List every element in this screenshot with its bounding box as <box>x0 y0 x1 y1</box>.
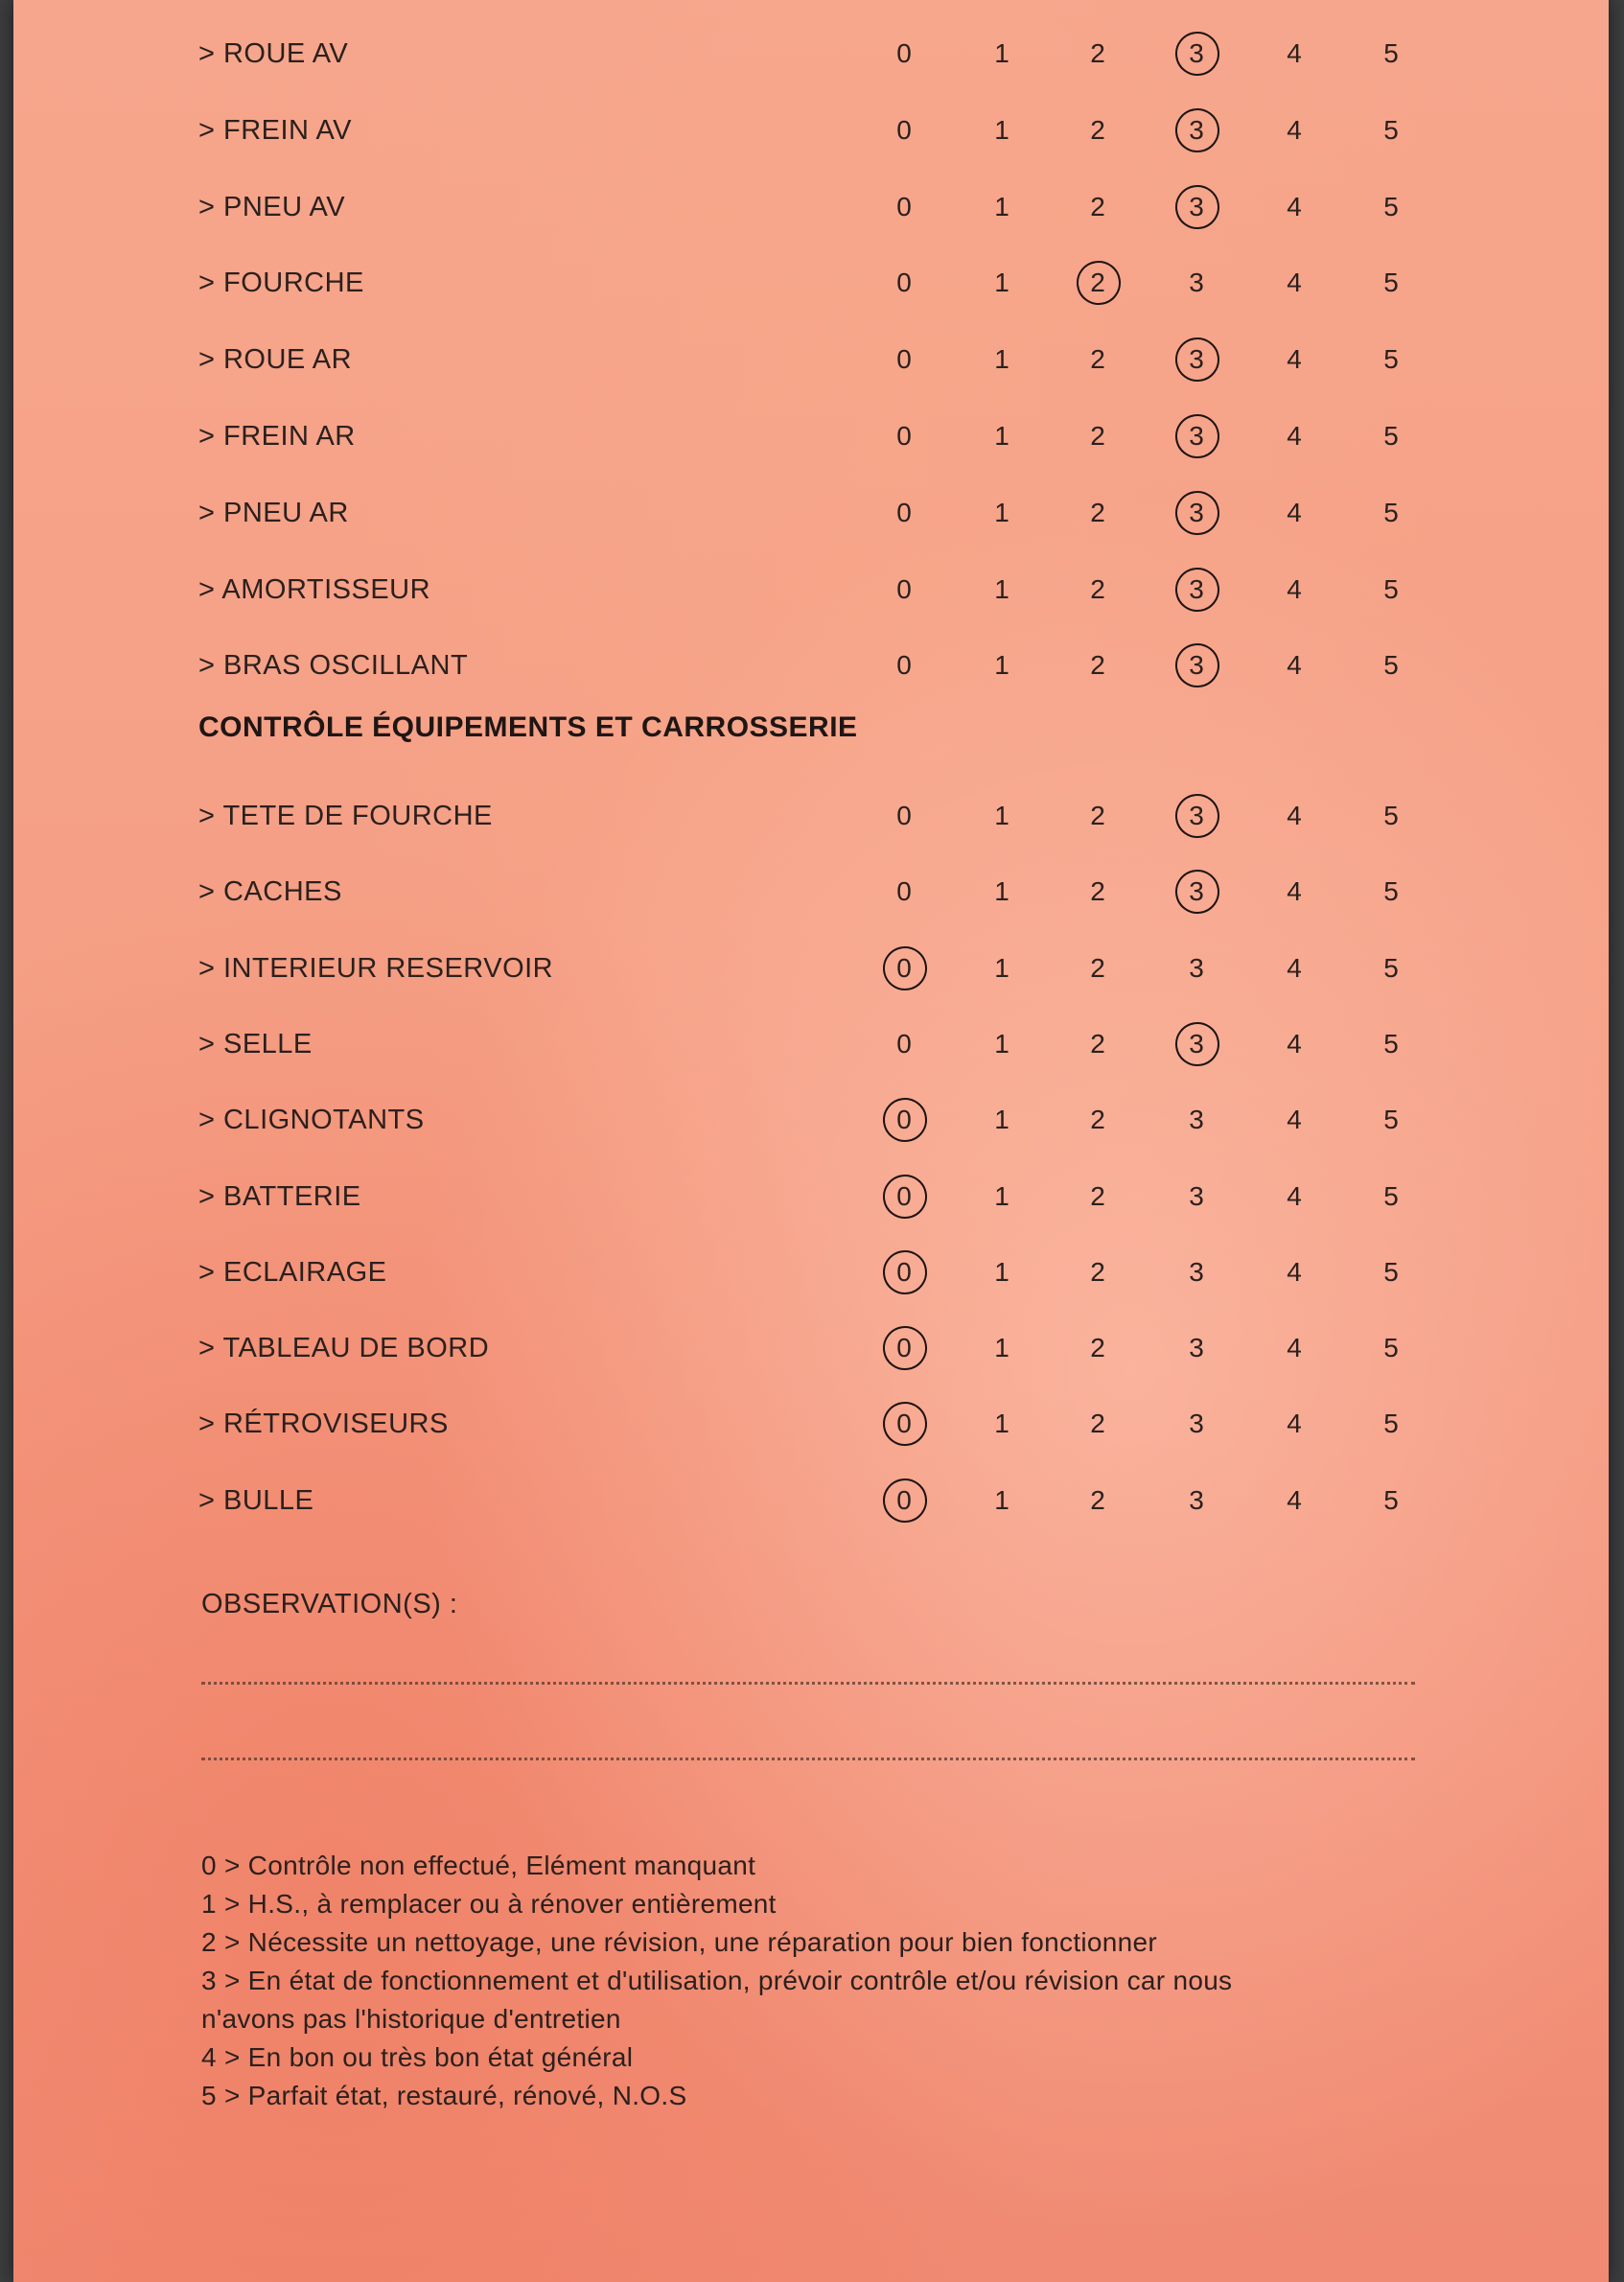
score-option[interactable]: 1 <box>994 344 1009 375</box>
score-option-circled[interactable]: 3 <box>1177 421 1216 452</box>
score-option[interactable]: 5 <box>1383 1409 1399 1439</box>
score-option[interactable]: 4 <box>1287 1028 1302 1059</box>
score-option-circled[interactable]: 3 <box>1177 876 1216 907</box>
score-option[interactable]: 0 <box>896 268 912 298</box>
score-option[interactable]: 3 <box>1189 268 1204 298</box>
score-option[interactable]: 0 <box>896 1028 912 1059</box>
score-option[interactable]: 1 <box>994 421 1009 451</box>
score-option[interactable]: 1 <box>994 38 1009 68</box>
score-option[interactable]: 4 <box>1287 344 1302 375</box>
observations-label: OBSERVATION(S) : <box>201 1589 458 1619</box>
score-option[interactable]: 0 <box>896 573 912 604</box>
score-option[interactable]: 4 <box>1287 1333 1302 1363</box>
score-option[interactable]: 0 <box>896 191 912 221</box>
score-option[interactable]: 2 <box>1090 1180 1105 1211</box>
item-label: > TETE DE FOURCHE <box>198 801 493 831</box>
checklist-row <box>13 1319 1609 1377</box>
score-option[interactable]: 3 <box>1189 1333 1204 1363</box>
score-option-circled[interactable]: 0 <box>885 1257 923 1288</box>
score-option[interactable]: 2 <box>1090 801 1105 830</box>
score-option[interactable]: 4 <box>1287 268 1302 298</box>
score-option[interactable]: 5 <box>1383 1484 1399 1515</box>
score-option-circled[interactable]: 0 <box>885 1105 923 1135</box>
checklist-row <box>13 561 1609 618</box>
score-option[interactable]: 2 <box>1090 114 1105 145</box>
score-option-circled[interactable]: 0 <box>885 1333 923 1363</box>
item-label: > TABLEAU DE BORD <box>198 1333 490 1364</box>
score-option[interactable]: 3 <box>1189 1180 1204 1211</box>
score-option-circled[interactable]: 2 <box>1079 268 1117 298</box>
item-label: > PNEU AR <box>198 497 349 528</box>
score-option[interactable]: 5 <box>1383 801 1399 830</box>
score-option[interactable]: 4 <box>1287 573 1302 604</box>
item-label: > BRAS OSCILLANT <box>198 650 469 682</box>
score-option[interactable]: 4 <box>1287 191 1302 221</box>
score-option[interactable]: 0 <box>896 114 912 145</box>
score-option[interactable]: 2 <box>1090 1105 1105 1135</box>
score-option[interactable]: 4 <box>1287 1256 1302 1287</box>
score-option[interactable]: 1 <box>994 573 1009 604</box>
score-option[interactable]: 1 <box>994 1256 1009 1287</box>
checklist-row <box>13 102 1609 159</box>
legend-line: 2 > Nécessite un nettoyage, une révision, une réparation pour bien fonctionner <box>201 1927 1158 1957</box>
score-option-circled[interactable]: 3 <box>1177 801 1216 831</box>
score-option-circled[interactable]: 3 <box>1177 192 1216 222</box>
score-option[interactable]: 2 <box>1090 1028 1105 1059</box>
item-label: > ROUE AR <box>198 344 353 376</box>
score-option[interactable]: 5 <box>1383 497 1399 527</box>
score-option[interactable]: 5 <box>1383 1333 1399 1363</box>
score-option[interactable]: 1 <box>994 876 1009 907</box>
score-option[interactable]: 1 <box>994 1028 1009 1059</box>
checklist-row <box>13 1168 1609 1225</box>
score-option[interactable]: 3 <box>1189 1105 1204 1135</box>
legend-line: 1 > H.S., à remplacer ou à rénover entièrement <box>201 1889 777 1919</box>
legend-line: 3 > En état de fonctionnement et d'utilisation, prévoir contrôle et/ou révision car nous <box>201 1966 1233 1995</box>
score-option[interactable]: 5 <box>1383 344 1399 375</box>
score-option[interactable]: 0 <box>896 38 912 68</box>
score-option[interactable]: 2 <box>1090 344 1105 375</box>
observation-line-2 <box>201 1758 1415 1760</box>
item-label: > ECLAIRAGE <box>198 1256 387 1288</box>
checklist-row <box>13 331 1609 388</box>
legend-line: n'avons pas l'historique d'entretien <box>201 2004 621 2034</box>
score-option[interactable]: 1 <box>994 1180 1009 1211</box>
score-option[interactable]: 1 <box>994 114 1009 145</box>
item-label: > INTERIEUR RESERVOIR <box>198 952 554 984</box>
score-option[interactable]: 5 <box>1383 191 1399 221</box>
item-label: > CLIGNOTANTS <box>198 1105 425 1136</box>
score-option[interactable]: 4 <box>1287 1105 1302 1135</box>
checklist-row <box>13 1472 1609 1529</box>
score-option-circled[interactable]: 3 <box>1177 1029 1216 1060</box>
score-option[interactable]: 5 <box>1383 268 1399 298</box>
score-option[interactable]: 1 <box>994 1409 1009 1439</box>
score-option[interactable]: 2 <box>1090 191 1105 221</box>
legend-line: 5 > Parfait état, restauré, rénové, N.O.S <box>201 2081 687 2110</box>
score-option[interactable]: 1 <box>994 497 1009 527</box>
score-option[interactable]: 5 <box>1383 1105 1399 1135</box>
score-option[interactable]: 2 <box>1090 573 1105 604</box>
score-option[interactable]: 4 <box>1287 952 1302 983</box>
section-title-equipment: CONTRÔLE ÉQUIPEMENTS ET CARROSSERIE <box>198 711 858 743</box>
score-option[interactable]: 5 <box>1383 573 1399 604</box>
score-option[interactable]: 0 <box>896 650 912 681</box>
score-option[interactable]: 5 <box>1383 876 1399 907</box>
score-option[interactable]: 1 <box>994 191 1009 221</box>
score-option[interactable]: 2 <box>1090 1484 1105 1515</box>
item-label: > SELLE <box>198 1028 313 1060</box>
score-option[interactable]: 4 <box>1287 421 1302 451</box>
score-option[interactable]: 4 <box>1287 1409 1302 1439</box>
item-label: > AMORTISSEUR <box>198 573 431 605</box>
score-option[interactable]: 4 <box>1287 650 1302 681</box>
score-option-circled[interactable]: 3 <box>1177 38 1216 69</box>
checklist-row <box>13 1091 1609 1149</box>
score-option[interactable]: 2 <box>1090 1333 1105 1363</box>
score-option[interactable]: 5 <box>1383 1256 1399 1287</box>
score-option[interactable]: 3 <box>1189 1484 1204 1515</box>
checklist-row <box>13 787 1609 845</box>
score-option[interactable]: 0 <box>896 497 912 527</box>
score-option-circled[interactable]: 0 <box>885 1181 923 1212</box>
score-option[interactable]: 5 <box>1383 1180 1399 1211</box>
checklist-row <box>13 1244 1609 1301</box>
score-option[interactable]: 0 <box>896 801 912 830</box>
checklist-row <box>13 637 1609 694</box>
score-option[interactable]: 4 <box>1287 1180 1302 1211</box>
score-option[interactable]: 5 <box>1383 952 1399 983</box>
score-option[interactable]: 2 <box>1090 876 1105 907</box>
checklist-row <box>13 254 1609 312</box>
score-option[interactable]: 5 <box>1383 38 1399 68</box>
score-option[interactable]: 2 <box>1090 650 1105 681</box>
score-option[interactable]: 2 <box>1090 497 1105 527</box>
item-label: > BULLE <box>198 1484 314 1516</box>
score-option[interactable]: 2 <box>1090 421 1105 451</box>
score-option-circled[interactable]: 3 <box>1177 344 1216 375</box>
score-option-circled[interactable]: 0 <box>885 1409 923 1439</box>
score-option[interactable]: 1 <box>994 1484 1009 1515</box>
inspection-sheet <box>13 0 1609 2282</box>
score-option[interactable]: 1 <box>994 801 1009 830</box>
score-option-circled[interactable]: 3 <box>1177 498 1216 528</box>
score-option[interactable]: 4 <box>1287 497 1302 527</box>
item-label: > ROUE AV <box>198 38 349 69</box>
score-option[interactable]: 1 <box>994 1333 1009 1363</box>
legend-line: 4 > En bon ou très bon état général <box>201 2042 634 2072</box>
item-label: > FOURCHE <box>198 268 364 299</box>
score-option[interactable]: 3 <box>1189 952 1204 983</box>
checklist-row <box>13 484 1609 542</box>
item-label: > RÉTROVISEURS <box>198 1409 449 1440</box>
score-option[interactable]: 3 <box>1189 1256 1204 1287</box>
score-option[interactable]: 5 <box>1383 1028 1399 1059</box>
score-option[interactable]: 2 <box>1090 1409 1105 1439</box>
item-label: > FREIN AV <box>198 114 352 146</box>
checklist-row <box>13 940 1609 997</box>
score-option[interactable]: 2 <box>1090 952 1105 983</box>
score-option-circled[interactable]: 3 <box>1177 574 1216 605</box>
checklist-row <box>13 1015 1609 1073</box>
score-option-circled[interactable]: 3 <box>1177 650 1216 681</box>
score-option[interactable]: 2 <box>1090 38 1105 68</box>
score-option[interactable]: 1 <box>994 952 1009 983</box>
checklist-row <box>13 408 1609 465</box>
score-option[interactable]: 0 <box>896 344 912 375</box>
score-option-circled[interactable]: 0 <box>885 953 923 984</box>
item-label: > BATTERIE <box>198 1180 361 1212</box>
score-option[interactable]: 4 <box>1287 38 1302 68</box>
score-option-circled[interactable]: 0 <box>885 1485 923 1516</box>
checklist-row <box>13 25 1609 82</box>
score-option[interactable]: 1 <box>994 650 1009 681</box>
score-option[interactable]: 1 <box>994 268 1009 298</box>
rating-legend <box>201 1847 1438 2115</box>
score-option[interactable]: 5 <box>1383 650 1399 681</box>
score-option[interactable]: 4 <box>1287 876 1302 907</box>
score-option[interactable]: 0 <box>896 421 912 451</box>
observation-line-1 <box>201 1682 1415 1685</box>
item-label: > FREIN AR <box>198 421 356 452</box>
score-option[interactable]: 5 <box>1383 114 1399 145</box>
score-option-circled[interactable]: 3 <box>1177 115 1216 146</box>
score-option[interactable]: 0 <box>896 876 912 907</box>
score-option[interactable]: 4 <box>1287 1484 1302 1515</box>
score-option[interactable]: 5 <box>1383 421 1399 451</box>
legend-line: 0 > Contrôle non effectué, Elément manquant <box>201 1851 756 1880</box>
checklist-row <box>13 1395 1609 1453</box>
item-label: > CACHES <box>198 876 342 908</box>
item-label: > PNEU AV <box>198 191 346 222</box>
checklist-row <box>13 178 1609 236</box>
score-option[interactable]: 4 <box>1287 114 1302 145</box>
score-option[interactable]: 4 <box>1287 801 1302 830</box>
score-option[interactable]: 1 <box>994 1105 1009 1135</box>
score-option[interactable]: 2 <box>1090 1256 1105 1287</box>
score-option[interactable]: 3 <box>1189 1409 1204 1439</box>
checklist-row <box>13 863 1609 920</box>
